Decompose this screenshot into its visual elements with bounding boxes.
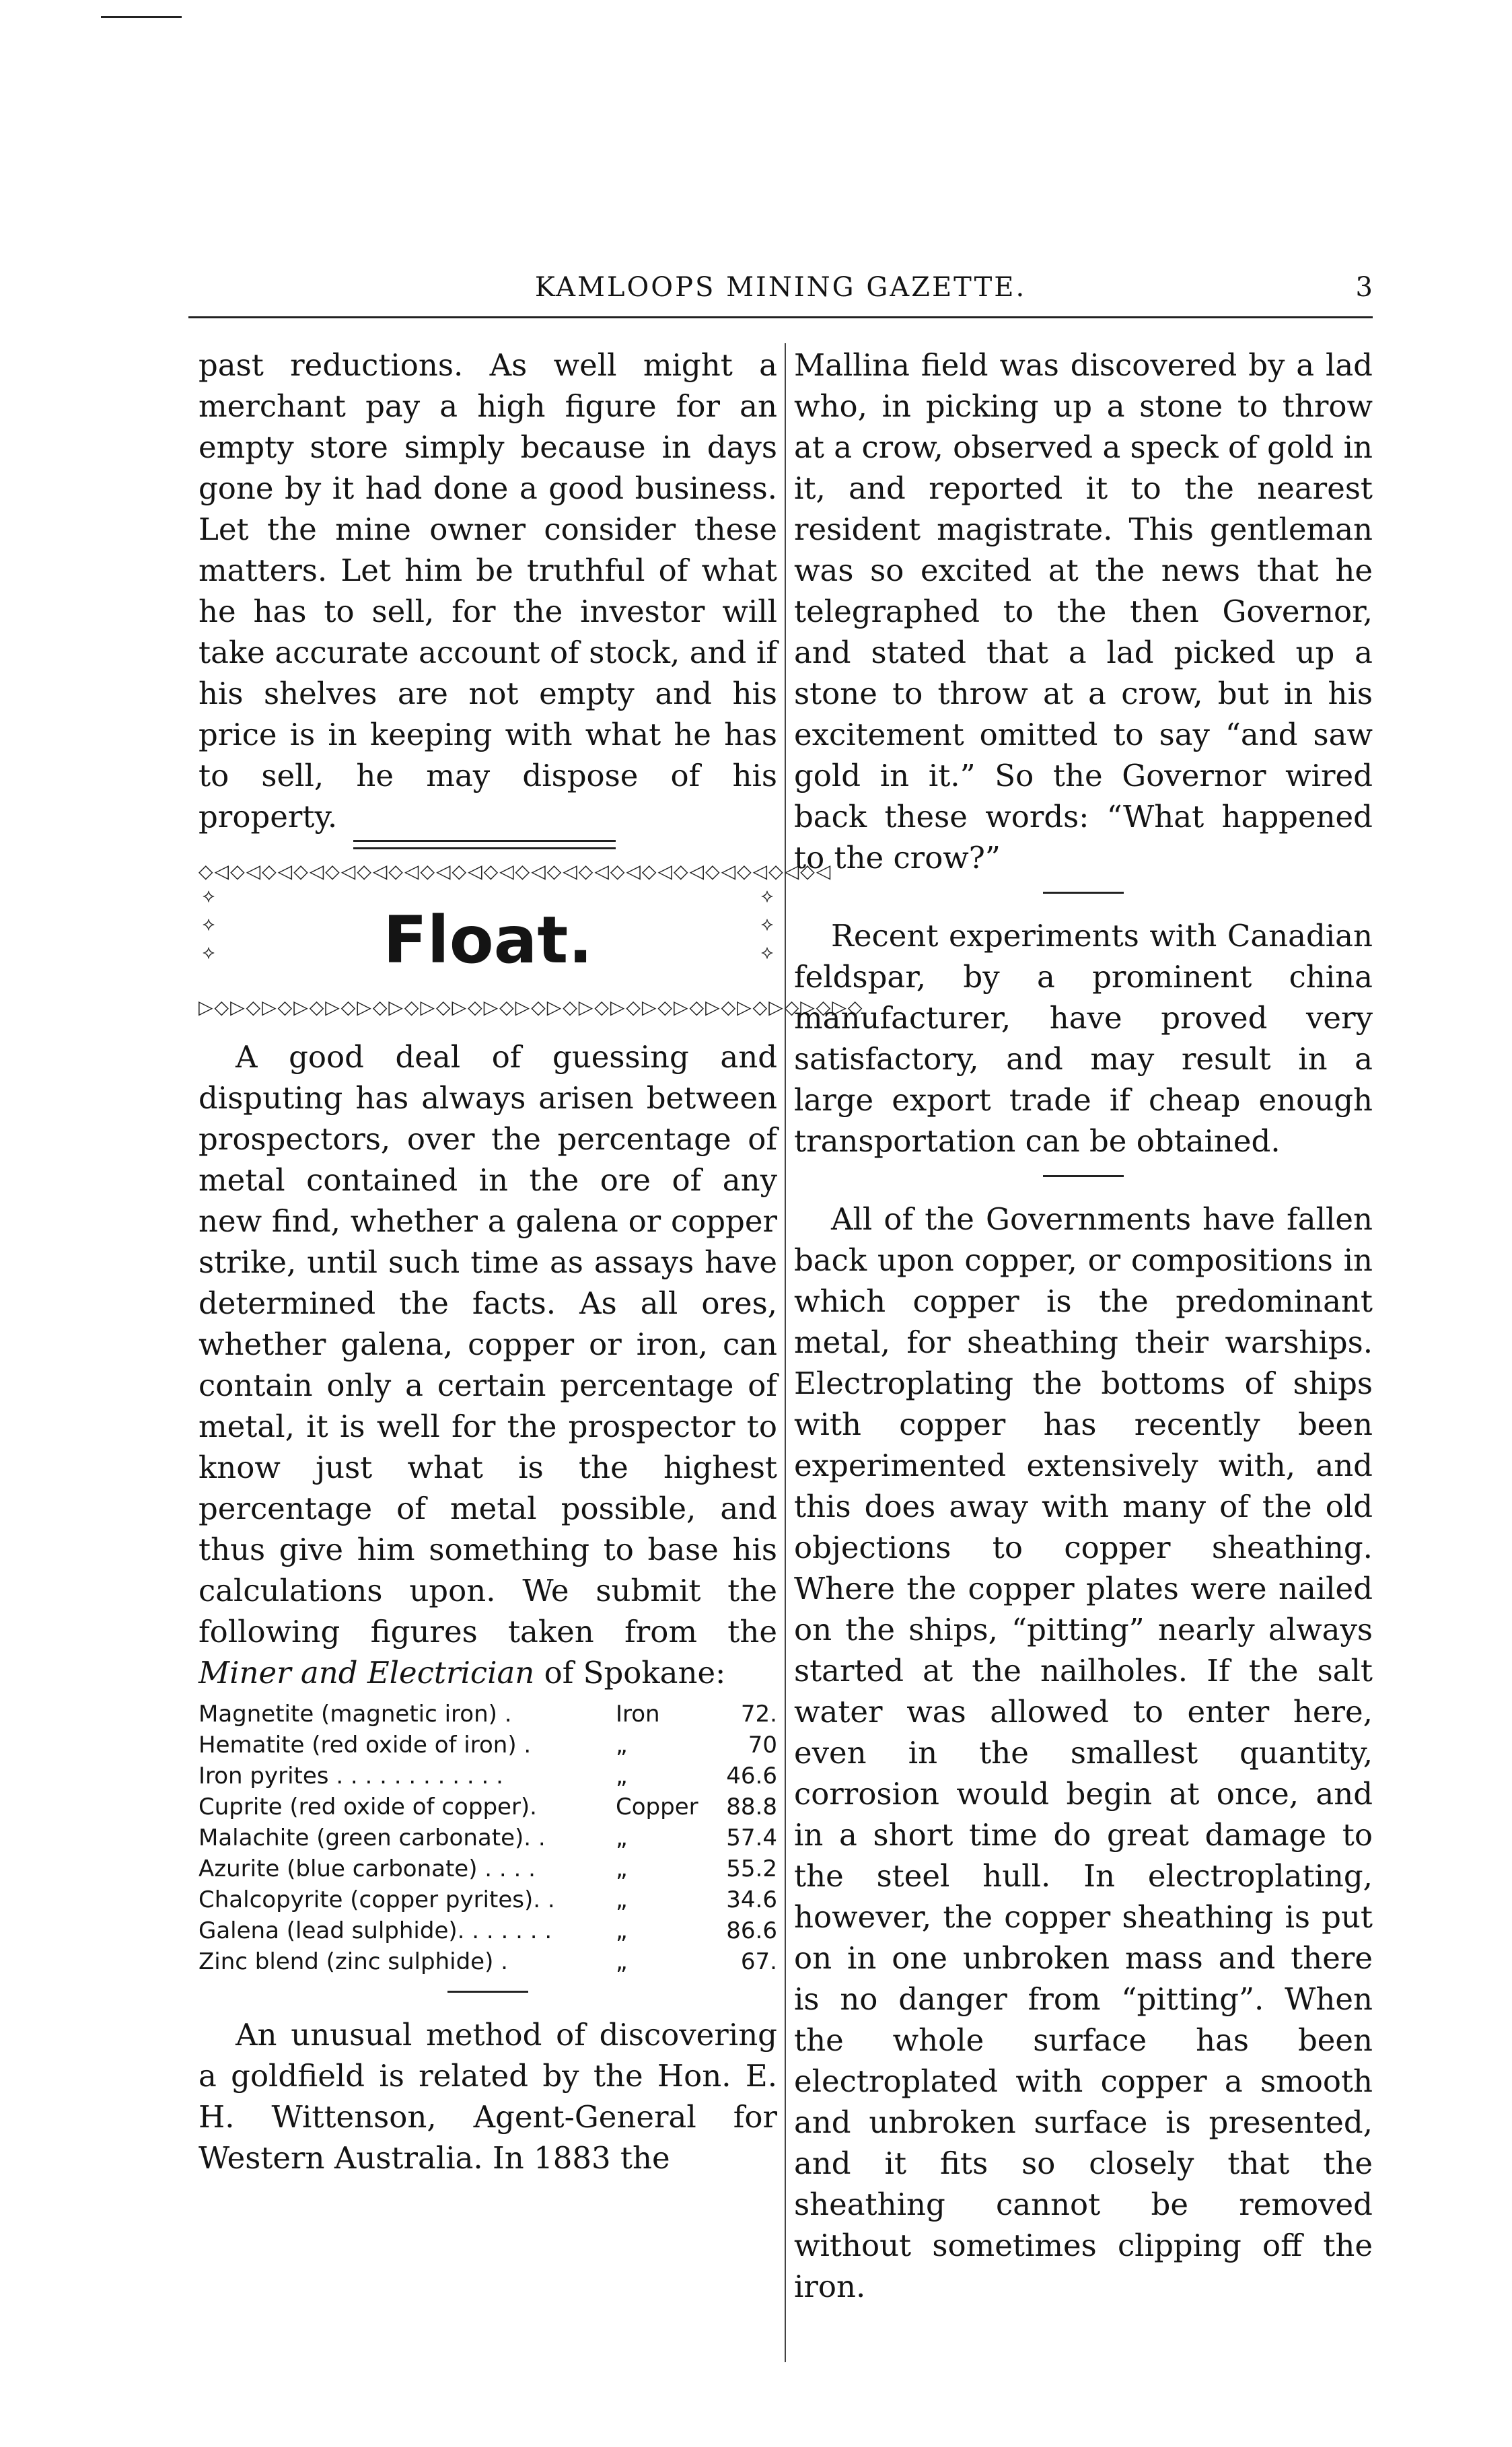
table-row — [199, 1853, 777, 1884]
ore-cell-metal: „ — [616, 1948, 628, 1975]
ore-cell-ore: Cuprite (red oxide of copper). — [199, 1794, 537, 1820]
ornament-border-left: ⟡ ⟡ ⟡ — [202, 884, 215, 963]
ore-cell-ore: Galena (lead sulphide). . . . . . . — [199, 1917, 552, 1944]
page-header — [188, 269, 1373, 310]
ore-percentage-table — [199, 1699, 777, 1977]
ore-cell-percent: 46.6 — [726, 1763, 777, 1789]
paragraph-copper: All of the Governments have fallen back upon copper, or compositions in which copper is the predominant metal, for sheathing their warships. Electroplating the bottoms of ships with copper has recently been experimented extensively with, and this does away with many of the old objections to copper sheathing. Where the copper plates were nailed on the ships, “pitting” nearly always started at the nailholes. If the salt water was allowed to enter here, even in the smallest quantity, corrosion would begin at once, and in a short time do great damage to the steel hull. In electroplating, however, the copper sheathing is put on in one unbroken mass and there is no danger from “pitting”. When the whole surface has been electroplated with copper a smooth and unbroken surface is presented, and it fits so closely that the sheathing cannot be removed without sometimes clipping off the iron. — [794, 1201, 1373, 2304]
ore-cell-percent: 88.8 — [726, 1794, 777, 1820]
paragraph-intro: past reductions. As well might a merchant pay a high figure for an empty store simply because in days gone by it had done a good business. Let the mine owner consider these matters. Let him be truthful of what he has to sell, for the investor will take accurate account of stock, and if his shelves are not empty and his price is in keeping with what he has to sell, he may dispose of his property. — [199, 347, 777, 835]
ore-cell-percent: 72. — [740, 1701, 777, 1728]
short-rule-divider — [1043, 892, 1124, 894]
section-title: Float. — [383, 902, 593, 978]
right-column — [794, 345, 1373, 2307]
ore-cell-percent: 67. — [740, 1948, 777, 1975]
ore-cell-percent: 86.6 — [726, 1917, 777, 1944]
ore-cell-ore: Chalcopyrite (copper pyrites). . — [199, 1886, 555, 1913]
double-rule-divider — [353, 840, 616, 849]
page-number: 3 — [1355, 272, 1373, 303]
ore-cell-percent: 70 — [748, 1732, 777, 1759]
left-column — [199, 345, 864, 2178]
ore-cell-ore: Iron pyrites . . . . . . . . . . . . — [199, 1763, 503, 1789]
ore-cell-metal: „ — [616, 1732, 628, 1759]
table-row — [199, 1884, 777, 1915]
float-text-before: A good deal of guessing and disputing has always arisen between prospectors, over the percentage of metal contained in the ore of any new find, whether a galena or copper strike, until such time as assays have determined the facts. As all ores, whether galena, copper or iron, can contain only a certain percentage of metal, it is well for the prospector to know just what is the highest percentage of metal possible, and thus give him something to base his calculations upon. We submit the following figures taken from the — [199, 1039, 777, 1650]
ore-cell-ore: Magnetite (magnetic iron) . — [199, 1701, 512, 1728]
publication-name: Miner and Electrician — [199, 1655, 535, 1691]
ore-cell-metal: „ — [616, 1824, 628, 1851]
ore-cell-ore: Hematite (red oxide of iron) . — [199, 1732, 532, 1759]
table-row — [199, 1915, 777, 1946]
table-row — [199, 1946, 777, 1977]
ore-cell-percent: 57.4 — [726, 1824, 777, 1851]
paragraph-float — [199, 1036, 777, 1693]
float-text-after: of Spokane: — [544, 1655, 726, 1691]
ornament-border-bottom: ▷◇▷◇▷◇▷◇▷◇▷◇▷◇▷◇▷◇▷◇▷◇▷◇▷◇▷◇▷◇▷◇▷◇▷◇▷◇▷◇▷◇ — [199, 996, 864, 1018]
ore-cell-metal: „ — [616, 1886, 628, 1913]
ore-cell-metal: „ — [616, 1917, 628, 1944]
ore-cell-ore: Azurite (blue carbonate) . . . . — [199, 1855, 536, 1882]
header-rule — [188, 316, 1373, 318]
ore-cell-ore: Zinc blend (zinc sulphide) . — [199, 1948, 508, 1975]
page-top-rule — [101, 16, 182, 18]
table-row — [199, 1792, 777, 1822]
ornament-border-top: ◇◁◇◁◇◁◇◁◇◁◇◁◇◁◇◁◇◁◇◁◇◁◇◁◇◁◇◁◇◁◇◁◇◁◇◁◇◁◇◁ — [199, 860, 832, 882]
table-row — [199, 1761, 777, 1792]
float-heading-box — [199, 860, 864, 1018]
ore-cell-metal: Iron — [616, 1701, 660, 1728]
column-divider — [785, 343, 786, 2362]
paragraph-mallina: Mallina field was discovered by a lad who, in picking up a stone to throw at a crow, observed a speck of gold in it, and reported it to the nearest resident magistrate. This gentleman was so excited at the news that he telegraphed to the then Governor, and stated that a lad picked up a stone to throw at a crow, but in his excitement omitted to say “and saw gold in it.” So the Governor wired back these words: “What happened to the crow?” — [794, 347, 1373, 876]
short-rule-divider — [447, 1991, 528, 1993]
ore-cell-metal: „ — [616, 1763, 628, 1789]
short-rule-divider — [1043, 1175, 1124, 1177]
ore-cell-percent: 55.2 — [726, 1855, 777, 1882]
paragraph-goldfield: An unusual method of discovering a goldfield is related by the Hon. E. H. Wittenson, Agent-General for Western Australia. In 1883 the — [199, 2017, 777, 2176]
ornament-border-right: ⟡ ⟡ ⟡ — [760, 884, 774, 963]
masthead-title: KAMLOOPS MINING GAZETTE. — [534, 272, 1027, 303]
ore-cell-ore: Malachite (green carbonate). . — [199, 1824, 546, 1851]
table-row — [199, 1699, 777, 1730]
table-row — [199, 1730, 777, 1761]
paragraph-feldspar: Recent experiments with Canadian feldspar, by a prominent china manufacturer, have proved very satisfactory, and may result in a large export trade if cheap enough transportation can be obtained. — [794, 918, 1373, 1159]
ore-cell-percent: 34.6 — [726, 1886, 777, 1913]
ore-cell-metal: „ — [616, 1855, 628, 1882]
ore-cell-metal: Copper — [616, 1794, 698, 1820]
table-row — [199, 1822, 777, 1853]
